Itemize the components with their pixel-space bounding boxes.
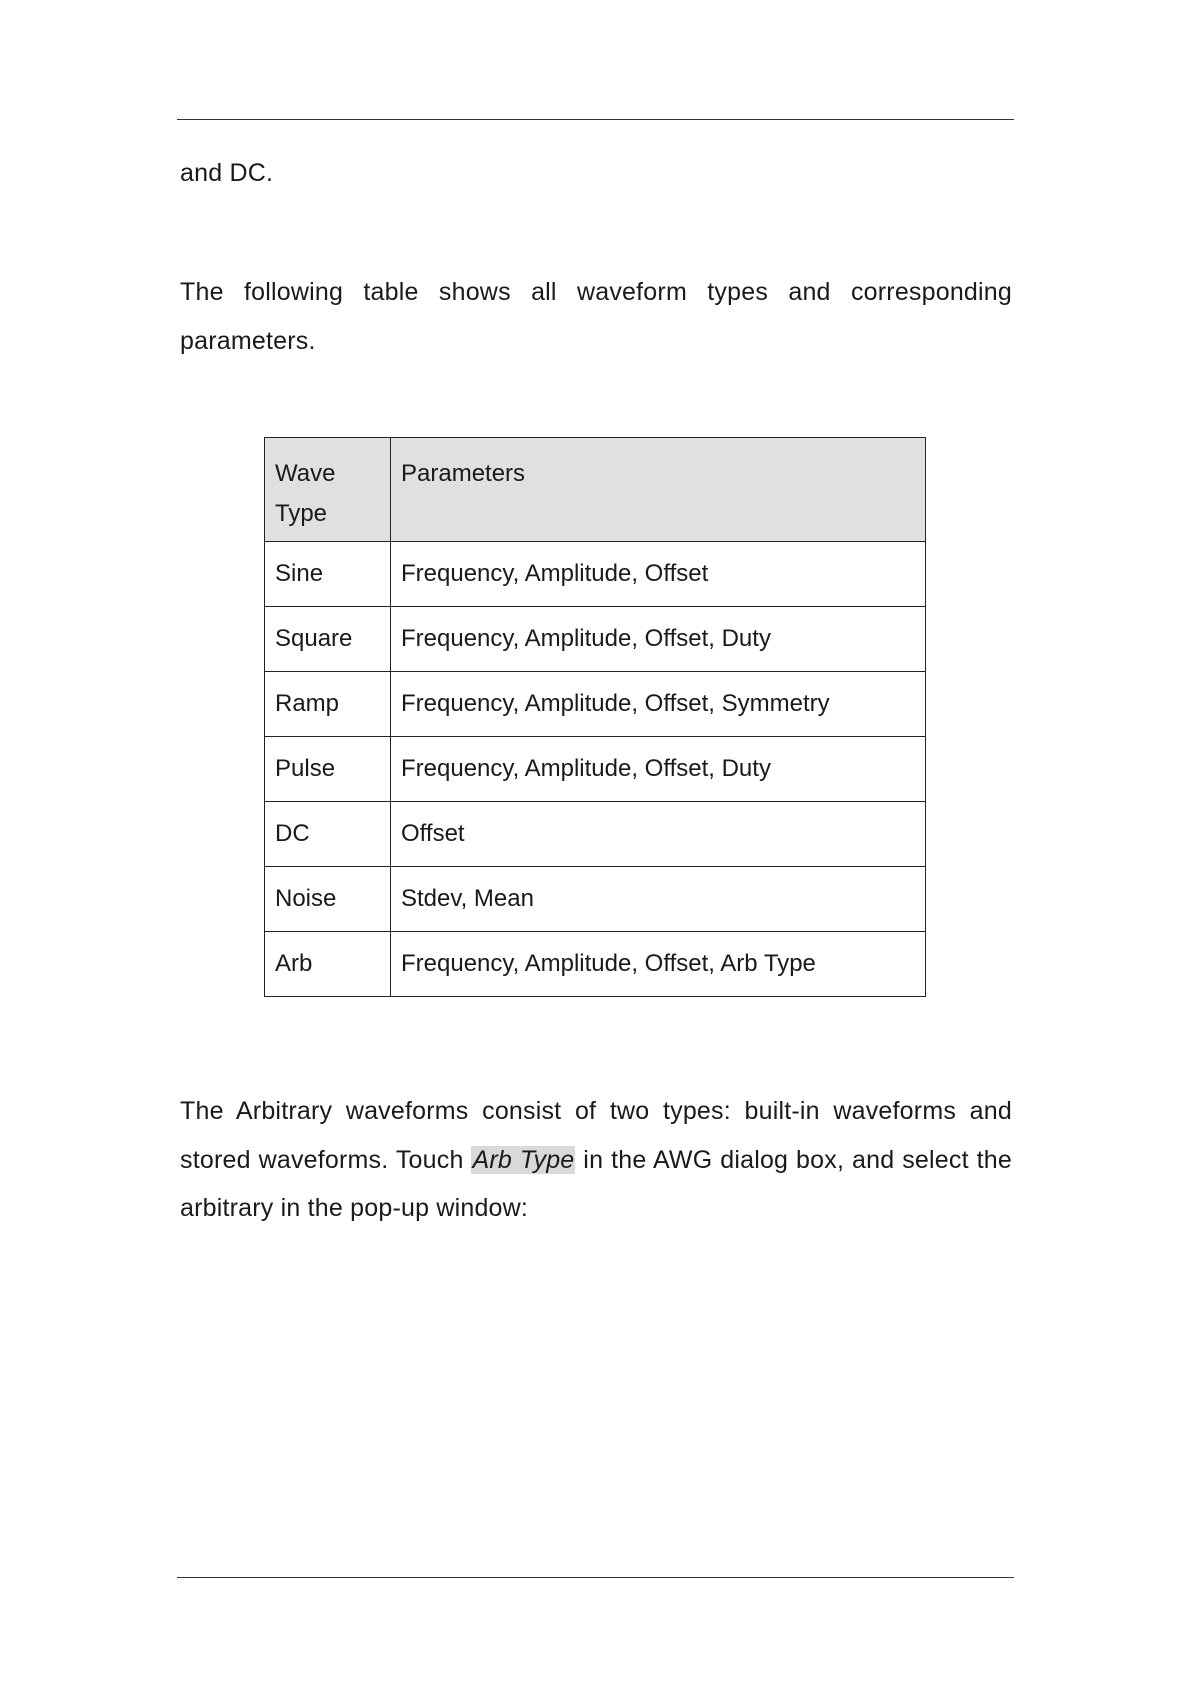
parameters-cell: Frequency, Amplitude, Offset, Duty	[391, 607, 926, 672]
parameters-cell: Frequency, Amplitude, Offset	[391, 542, 926, 607]
table-row	[265, 672, 926, 737]
parameters-cell: Stdev, Mean	[391, 867, 926, 932]
wave-type-cell: Square	[265, 607, 391, 672]
wave-type-cell: Arb	[265, 932, 391, 997]
wave-type-cell: Pulse	[265, 737, 391, 802]
table-row	[265, 607, 926, 672]
parameters-cell: Frequency, Amplitude, Offset, Symmetry	[391, 672, 926, 737]
waveform-parameters-table	[264, 437, 926, 997]
table-row	[265, 542, 926, 607]
wave-type-cell: Ramp	[265, 672, 391, 737]
table-row	[265, 737, 926, 802]
table-header	[265, 438, 926, 542]
header-parameters: Parameters	[391, 438, 926, 542]
parameters-cell: Frequency, Amplitude, Offset, Arb Type	[391, 932, 926, 997]
wave-type-cell: DC	[265, 802, 391, 867]
arb-type-highlight: Arb Type	[472, 1145, 575, 1174]
wave-type-cell: Noise	[265, 867, 391, 932]
table-row	[265, 802, 926, 867]
header-wave-type-line-2: Type	[275, 500, 328, 527]
header-rule	[177, 119, 1014, 120]
footer-rule	[177, 1577, 1014, 1578]
paragraph-arbitrary-waveforms	[180, 1087, 1012, 1233]
table-row	[265, 932, 926, 997]
parameters-cell: Frequency, Amplitude, Offset, Duty	[391, 737, 926, 802]
parameters-cell: Offset	[391, 802, 926, 867]
wave-type-cell: Sine	[265, 542, 391, 607]
table-header-row	[265, 438, 926, 542]
table-row	[265, 867, 926, 932]
paragraph-continuation: and DC.	[180, 159, 274, 187]
paragraph-table-intro: The following table shows all waveform types and corresponding parameters.	[180, 278, 1012, 355]
paragraph-arbitrary-text-before: The Arbitrary waveforms consist of two types: built-in waveforms and stored waveforms. Touch	[180, 1097, 1012, 1174]
table-body	[265, 542, 926, 997]
paragraph-arbitrary-text-after: in the AWG dialog box, and select the arbitrary in the pop-up window:	[180, 1145, 1012, 1222]
header-wave-type	[265, 438, 391, 542]
header-wave-type-line-1: Wave	[275, 460, 336, 487]
